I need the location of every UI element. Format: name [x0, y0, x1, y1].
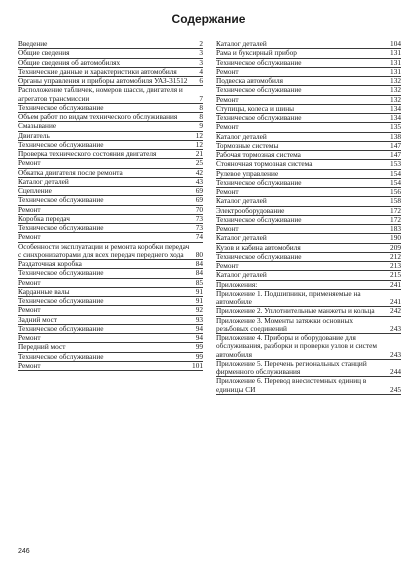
- toc-entry: [216, 360, 401, 378]
- toc-entry-title: Рама и буксирный прибор: [216, 48, 297, 58]
- toc-entry-title: Проверка технического состояния двигателя: [18, 149, 157, 158]
- toc-entry-page: 101: [192, 360, 203, 370]
- toc-entry-title: Технические данные и характеристики автомобиля: [18, 66, 177, 76]
- toc-entry-title: Ремонт: [18, 158, 41, 168]
- toc-entry-page: 42: [195, 167, 203, 177]
- toc-entry-page: 73: [195, 213, 203, 223]
- toc-entry-title: Техническое обслуживание: [18, 223, 104, 232]
- toc-entry-page: 84: [195, 259, 203, 268]
- toc-entry-title: Смазывание: [18, 121, 57, 131]
- toc-entry-page: 2: [199, 39, 203, 48]
- toc-entry-title: Приложение 4. Приборы и оборудование для обслуживания, разборки и проверки узлов и систем автомобиля: [216, 333, 377, 359]
- toc-entry-title: Двигатель: [18, 130, 50, 140]
- toc-entry-page: 84: [195, 268, 203, 278]
- toc-left-column: [18, 40, 203, 371]
- toc-entry-page: 241: [390, 279, 401, 289]
- toc-entry-page: 183: [390, 224, 401, 233]
- toc-entry-title: Расположение табличек, номеров шасси, двигателя и агрегатов трансмиссии: [18, 85, 183, 103]
- toc-entry: [216, 377, 401, 395]
- toc-entry-page: 243: [390, 349, 401, 359]
- toc-entry-title: Техническое обслуживание: [18, 102, 104, 112]
- toc-entry-page: 241: [390, 297, 401, 306]
- toc-entry: [18, 86, 203, 104]
- toc-entry-title: Ремонт: [216, 224, 239, 233]
- toc-entry-title: Органы управления и приборы автомобиля УАЗ-31512: [18, 76, 188, 85]
- toc-entry: [18, 362, 203, 371]
- toc-entry-title: Рабочая тормозная система: [216, 150, 301, 159]
- toc-entry-page: 91: [195, 296, 203, 305]
- toc-entry-page: 9: [199, 121, 203, 131]
- toc-entry-page: 12: [195, 139, 203, 149]
- toc-entry-page: 4: [199, 66, 203, 76]
- toc-entry-page: 134: [390, 103, 401, 113]
- toc-entry-title: Каталог деталей: [216, 39, 267, 48]
- toc-entry-title: Каталог деталей: [216, 131, 267, 141]
- toc-entry: [18, 325, 203, 334]
- toc-entry: [18, 196, 203, 205]
- toc-entry-page: 147: [390, 150, 401, 159]
- toc-entry-page: 99: [195, 342, 203, 352]
- toc-entry-title: Приложение 2. Уплотнительные манжеты и кольца: [216, 306, 375, 316]
- toc-entry: [216, 334, 401, 360]
- toc-entry-title: Кузов и кабина автомобиля: [216, 242, 301, 252]
- toc-entry-title: Общие сведения об автомобилях: [18, 57, 121, 67]
- toc-entry-title: Ступицы, колеса и шины: [216, 103, 295, 113]
- toc-entry-page: 190: [390, 233, 401, 243]
- toc-entry-title: Особенности эксплуатации и ремонта коробки передач с синхронизаторами для всех передач переднего хода: [18, 241, 190, 259]
- toc-entry-page: 172: [390, 205, 401, 215]
- toc-entry-title: Каталог деталей: [216, 270, 267, 280]
- toc-entry-title: Техническое обслуживание: [216, 251, 302, 261]
- toc-entry-page: 131: [390, 57, 401, 67]
- toc-entry-page: 99: [195, 351, 203, 361]
- toc-entry-page: 91: [195, 286, 203, 296]
- toc-entry-title: Стояночная тормозная система: [216, 159, 313, 169]
- toc-entry-title: Приложение 1. Подшипники, применяемые на автомобиле: [216, 288, 361, 306]
- toc-entry-page: 104: [390, 39, 401, 48]
- toc-entry-page: 213: [390, 261, 401, 270]
- toc-entry-page: 156: [390, 187, 401, 196]
- toc-entry-title: Карданные валы: [18, 286, 70, 296]
- toc-entry-title: Приложение 6. Перевод внесистемных единиц в единицы СИ: [216, 376, 367, 394]
- toc-entry-title: Каталог деталей: [18, 176, 69, 186]
- toc-entry-title: Техническое обслуживание: [18, 351, 104, 361]
- toc-entry-title: Техническое обслуживание: [18, 139, 104, 149]
- toc-entry-title: Раздаточная коробка: [18, 259, 82, 268]
- toc-entry-title: Введение: [18, 39, 48, 48]
- toc-entry-title: Ремонт: [18, 204, 41, 214]
- toc-entry-title: Техническое обслуживание: [18, 195, 104, 205]
- toc-entry: [216, 59, 401, 68]
- toc-entry-title: Ремонт: [216, 261, 239, 270]
- toc-entry-title: Подвеска автомобиля: [216, 76, 283, 85]
- toc-entry: [216, 290, 401, 308]
- toc-entry-page: 242: [390, 306, 401, 316]
- toc-entry-title: Техническое обслуживание: [216, 177, 302, 187]
- toc-entry-page: 43: [195, 176, 203, 186]
- toc-entry-page: 80: [195, 249, 203, 259]
- toc-entry-page: 69: [195, 186, 203, 195]
- toc-entry-page: 132: [390, 94, 401, 104]
- toc-entry: [216, 317, 401, 335]
- toc-entry-page: 25: [195, 158, 203, 168]
- toc-entry: [216, 86, 401, 95]
- toc-entry-page: 244: [390, 367, 401, 376]
- toc-entry-page: 131: [390, 48, 401, 58]
- page-title: Содержание: [171, 12, 246, 26]
- toc-entry-title: Обкатка двигателя после ремонта: [18, 167, 123, 177]
- toc-entry: [216, 216, 401, 225]
- toc-entry: [216, 114, 401, 123]
- page-number: 246: [18, 548, 30, 555]
- toc-entry-title: Электрооборудование: [216, 205, 285, 215]
- toc-entry: [18, 353, 203, 362]
- toc-entry-page: 135: [390, 122, 401, 132]
- toc-entry-title: Задний мост: [18, 314, 58, 324]
- toc-entry-page: 138: [390, 131, 401, 141]
- toc-entry-page: 8: [199, 112, 203, 121]
- toc-entry-title: Коробка передач: [18, 213, 70, 223]
- toc-entry-title: Техническое обслуживание: [216, 214, 302, 224]
- toc-entry: [18, 224, 203, 233]
- toc-entry-page: 212: [390, 251, 401, 261]
- toc-entry-title: Ремонт: [216, 94, 239, 104]
- toc-entry-page: 209: [390, 242, 401, 252]
- toc-entry-page: 94: [195, 333, 203, 342]
- toc-entry-title: Ремонт: [216, 187, 239, 196]
- toc-entry: [216, 179, 401, 188]
- toc-entry-title: Техническое обслуживание: [216, 85, 302, 95]
- toc-entry-title: Ремонт: [18, 360, 41, 370]
- toc-entry-page: 74: [195, 232, 203, 242]
- toc-entry-page: 172: [390, 214, 401, 224]
- toc-entry-page: 131: [390, 66, 401, 76]
- toc-entry-page: 245: [390, 384, 401, 394]
- toc-entry-page: 12: [195, 130, 203, 140]
- toc-entry-title: Каталог деталей: [216, 233, 267, 243]
- toc-entry: [18, 297, 203, 306]
- toc-entry-page: 85: [195, 277, 203, 287]
- toc-entry-title: Приложение 5. Перечень региональных станций фирменного обслуживания: [216, 358, 367, 376]
- toc-entry-page: 154: [390, 168, 401, 178]
- toc-entry: [18, 243, 203, 261]
- toc-entry-title: Общие сведения: [18, 48, 70, 58]
- toc-entry-title: Тормозные системы: [216, 140, 279, 150]
- toc-entry-page: 6: [199, 76, 203, 85]
- toc-entry-title: Сцепление: [18, 186, 52, 195]
- toc-entry-title: Ремонт: [18, 277, 41, 287]
- toc-entry-title: Ремонт: [18, 333, 41, 342]
- toc-entry-page: 3: [199, 57, 203, 67]
- toc-entry: [18, 269, 203, 278]
- toc-entry-page: 94: [195, 323, 203, 333]
- toc-entry-page: 92: [195, 305, 203, 315]
- toc-entry: [18, 150, 203, 159]
- toc-entry-page: 132: [390, 85, 401, 95]
- toc-right-column: [216, 40, 401, 395]
- toc-entry-page: 7: [199, 93, 203, 103]
- toc-entry-title: Техническое обслуживание: [216, 113, 302, 122]
- toc-entry-title: Приложение 3. Моменты затяжки основных резьбовых соединений: [216, 315, 353, 333]
- toc-entry-title: Каталог деталей: [216, 196, 267, 206]
- toc-entry-title: Передний мост: [18, 342, 66, 352]
- toc-entry-page: 158: [390, 196, 401, 206]
- toc-entry-title: Ремонт: [216, 66, 239, 76]
- toc-entry-page: 147: [390, 140, 401, 150]
- toc-entry-page: 3: [199, 48, 203, 58]
- toc-entry-page: 153: [390, 159, 401, 169]
- toc-entry-title: Техническое обслуживание: [18, 296, 104, 305]
- toc-entry-page: 93: [195, 314, 203, 324]
- toc-entry-title: Объем работ по видам технического обслуживания: [18, 112, 178, 121]
- toc-entry-title: Техническое обслуживание: [216, 57, 302, 67]
- toc-entry-page: 69: [195, 195, 203, 205]
- toc-entry-page: 70: [195, 204, 203, 214]
- toc-entry-page: 243: [390, 323, 401, 333]
- toc-entry-page: 132: [390, 76, 401, 85]
- toc-entry-title: Ремонт: [216, 122, 239, 132]
- toc-entry: [216, 253, 401, 262]
- toc-entry-title: Ремонт: [18, 305, 41, 315]
- toc-entry-page: 134: [390, 113, 401, 122]
- toc-entry-page: 8: [199, 102, 203, 112]
- toc-entry-title: Приложения:: [216, 279, 258, 289]
- toc-entry-page: 73: [195, 223, 203, 232]
- toc-entry-title: Рулевое управление: [216, 168, 279, 178]
- toc-entry-page: 21: [195, 149, 203, 158]
- toc-entry-page: 154: [390, 177, 401, 187]
- toc-entry-title: Техническое обслуживание: [18, 268, 104, 278]
- toc-entry-title: Ремонт: [18, 232, 41, 242]
- toc-entry-page: 215: [390, 270, 401, 280]
- toc-entry-title: Техническое обслуживание: [18, 323, 104, 333]
